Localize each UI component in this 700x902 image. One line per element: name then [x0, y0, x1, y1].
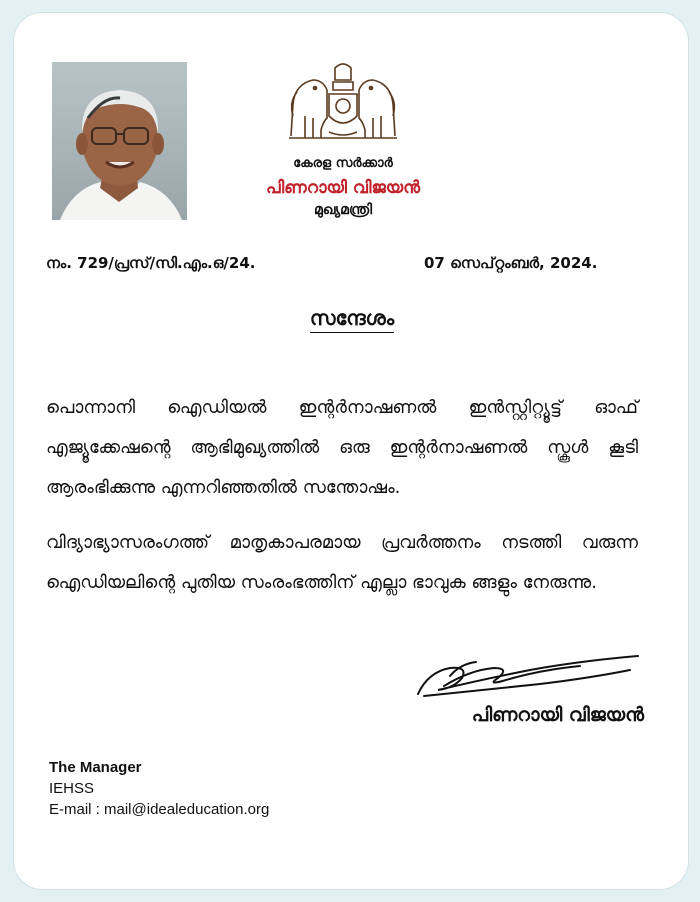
letter-date: 07 സെപ്റ്റംബർ, 2024.	[424, 254, 598, 272]
designation-label: മുഖ്യമന്ത്രി	[313, 202, 373, 218]
message-paragraph-1: പൊന്നാനി ഐഡിയൽ ഇന്റർനാഷണൽ ഇൻസ്റ്റിറ്റ്യൂട്ട് ഓഫ് എജ്യൂക്കേഷന്റെ ആഭിമുഖ്യത്തിൽ ഒരു ഇന്റർനാഷണൽ സ്കൂൾ കൂടി ആരംഭിക്കുന്നു എന്നറിഞ്ഞതിൽ സന്തോഷം.	[46, 397, 638, 498]
government-label: കേരള സർക്കാർ	[293, 156, 393, 171]
recipient-organization: IEHSS	[49, 780, 95, 797]
message-paragraph-2: വിദ്യാഭ്യാസരംഗത്ത് മാതൃകാപരമായ പ്രവർത്തനം നടത്തി വരുന്ന ഐഡിയലിന്റെ പുതിയ സംരംഭത്തിന് എല്ലാ ഭാവുക ങ്ങളും നേരുന്നു.	[46, 532, 638, 593]
handwritten-signature	[410, 650, 645, 702]
reference-number: നം. 729/പ്രസ്/സി.എം.ഒ/24.	[46, 254, 256, 272]
portrait-photo	[52, 62, 187, 220]
message-heading	[240, 306, 464, 330]
signatory-name: പിണറായി വിജയൻ	[471, 704, 644, 726]
chief-minister-name: പിണറായി വിജയൻ	[265, 178, 421, 198]
message-heading-text: സന്ദേശം	[310, 306, 394, 333]
recipient-address	[49, 757, 269, 820]
recipient-title: The Manager	[49, 759, 142, 776]
kerala-state-emblem-icon	[283, 58, 403, 144]
recipient-email: E-mail : mail@idealeducation.org	[49, 801, 270, 818]
